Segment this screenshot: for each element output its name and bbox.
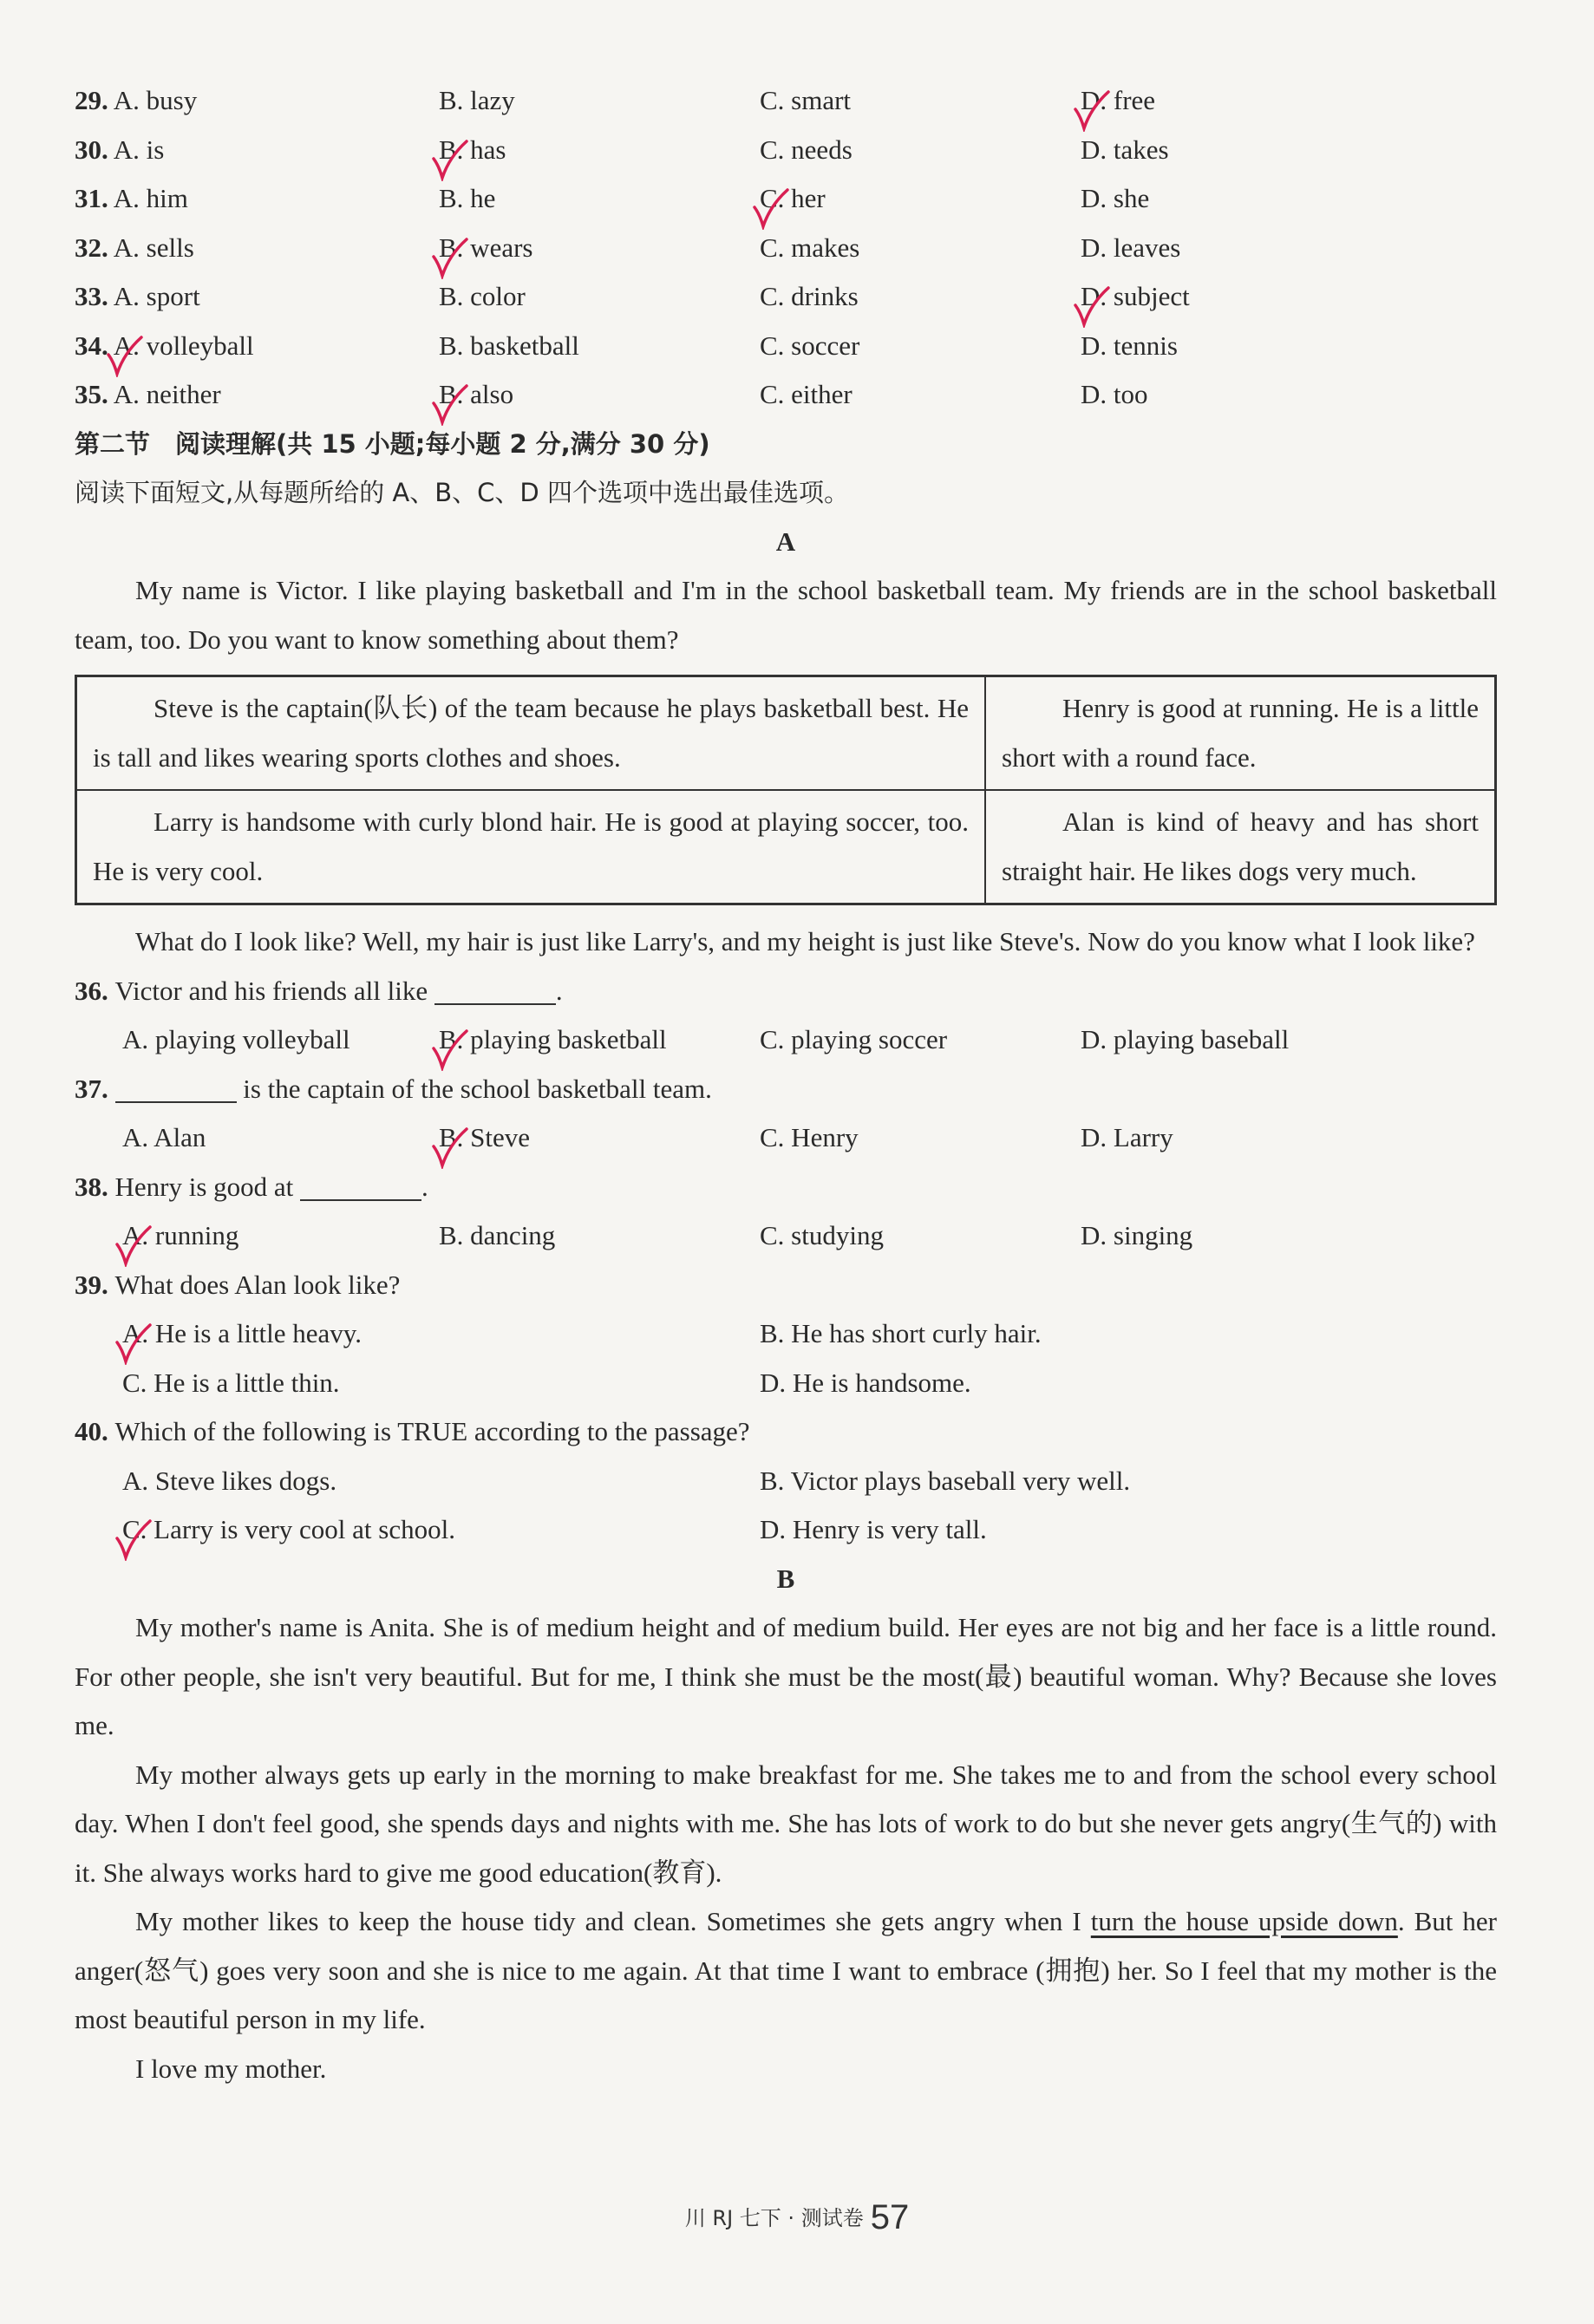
option-a[interactable]: A. him [113,183,188,213]
section-instruction-row [75,468,1497,518]
option-a[interactable]: A. He is a little heavy. [122,1318,362,1348]
option-cell [1081,322,1401,371]
option-b[interactable]: B. Victor plays baseball very well. [760,1465,1131,1496]
passage-b-letter: B [776,1563,795,1594]
cloze-row [75,76,1497,126]
option-b[interactable]: B. color [439,281,526,311]
option-cell [760,370,1081,420]
option-cell [760,1211,1081,1261]
answer-blank[interactable] [300,1173,421,1201]
option-b[interactable]: B. lazy [439,85,515,115]
question-stem-end: . [421,1171,428,1202]
option-a[interactable]: A. Alan [122,1122,206,1152]
cloze-row [75,272,1497,322]
question-number: 34. [75,330,108,361]
option-b[interactable]: B. He has short curly hair. [760,1318,1042,1348]
cloze-row [75,370,1497,420]
option-b[interactable]: B. wears [439,232,532,263]
cloze-row [75,174,1497,224]
option-cell [760,1113,1081,1163]
question-38 [75,1163,1497,1212]
option-row [75,1457,1497,1506]
option-d[interactable]: D. He is handsome. [760,1367,971,1398]
option-c[interactable]: C. He is a little thin. [122,1367,340,1398]
option-cell [75,322,439,371]
option-d[interactable]: D. subject [1081,281,1190,311]
larry-text: Larry is handsome with curly blond hair. He is good at playing soccer, too. He is very cool. [93,806,969,886]
henry-text: Henry is good at running. He is a little short with a round face. [1002,693,1479,773]
option-d[interactable]: D. singing [1081,1220,1193,1250]
table-row [76,676,1496,791]
question-stem: Which of the following is TRUE according to the passage? [114,1416,750,1446]
options-37 [75,1113,1497,1163]
steve-text: Steve is the captain(队长) of the team because he plays basketball best. He is tall and likes wearing sports clothes and shoes. [93,693,969,773]
answer-blank[interactable] [115,1075,237,1103]
option-cell [75,76,439,126]
option-d[interactable]: D. tennis [1081,330,1178,361]
option-cell [122,1505,760,1555]
footer-label: 川 RJ 七下 · 测试卷 [684,2206,864,2230]
option-c[interactable]: C. smart [760,85,852,115]
option-b[interactable]: B. Steve [439,1122,530,1152]
page-content [75,76,1497,2093]
question-number: 32. [75,232,108,263]
option-cell [439,272,760,322]
passage-b-p2: My mother always gets up early in the morning to make breakfast for me. She takes me to and from the school every school day. When I don't feel good, she spends days and nights with me. She has lots of work to do but she never gets angry(生气的) with it. She always works hard to give me good education(教育). [75,1759,1497,1888]
option-row [75,1505,1497,1555]
option-cell [122,1015,439,1065]
option-row [75,1359,1497,1408]
option-cell [122,1359,760,1408]
answer-blank[interactable] [434,977,556,1005]
options-39 [75,1309,1497,1407]
options-36 [75,1015,1497,1065]
passage-b-p3 [75,1897,1497,2045]
option-d[interactable]: D. playing baseball [1081,1024,1290,1054]
option-a[interactable]: A. is [113,134,165,165]
question-number: 30. [75,134,108,165]
option-cell [760,76,1081,126]
options-40 [75,1457,1497,1555]
question-stem: Victor and his friends all like [114,975,428,1006]
option-cell [439,174,760,224]
option-a[interactable]: A. volleyball [114,330,254,361]
option-cell [760,1015,1081,1065]
option-cell [760,272,1081,322]
option-c[interactable]: C. Larry is very cool at school. [122,1514,455,1544]
section-title: 第二节 阅读理解(共 15 小题;每小题 2 分,满分 30 分) [75,428,710,459]
page-footer [0,2198,1594,2237]
option-c[interactable]: C. playing soccer [760,1024,948,1054]
option-cell [439,76,760,126]
friends-table [75,675,1497,905]
option-cell [760,1505,1401,1555]
option-cell [439,126,760,175]
question-number: 40. [75,1416,108,1446]
option-cell [439,224,760,273]
question-stem: What does Alan look like? [114,1269,401,1300]
passage-a-letter: A [775,526,796,557]
question-stem: Henry is good at [114,1171,294,1202]
option-cell [122,1113,439,1163]
option-b[interactable]: B. dancing [439,1220,556,1250]
option-cell [75,224,439,273]
underlined-phrase: turn the house upside down [1090,1906,1398,1936]
option-a[interactable]: A. sells [113,232,194,263]
option-cell [1081,370,1401,420]
question-40 [75,1407,1497,1457]
option-a[interactable]: A. neither [113,379,221,409]
question-number: 37. [75,1073,108,1104]
question-number: 39. [75,1269,108,1300]
cloze-options-list [75,76,1497,420]
option-cell [760,224,1081,273]
option-cell [75,126,439,175]
option-cell [1081,1211,1401,1261]
question-37 [75,1065,1497,1114]
option-cell [760,126,1081,175]
option-cell [1081,76,1401,126]
table-row [76,790,1496,904]
alan-text: Alan is kind of heavy and has short straight hair. He likes dogs very much. [1002,806,1479,886]
option-d[interactable]: D. Larry [1081,1122,1173,1152]
option-cell [439,322,760,371]
option-b[interactable]: B. has [439,134,506,165]
option-a[interactable]: A. sport [113,281,200,311]
question-number: 38. [75,1171,108,1202]
option-c[interactable]: C. either [760,379,853,409]
p3-text-end: . But her anger(怒气) goes very soon and she is nice to me again. At that time I want to embrace (拥抱) her. So I feel that my mother is the most beautiful person in my life. [75,1906,1497,2034]
option-c[interactable]: C. needs [760,134,853,165]
question-number: 31. [75,183,108,213]
options-38 [75,1211,1497,1261]
option-cell [1081,174,1401,224]
option-cell [75,272,439,322]
option-cell [439,1113,760,1163]
alan-cell [985,790,1496,904]
option-row [75,1309,1497,1359]
option-cell [75,174,439,224]
option-c[interactable]: C. makes [760,232,860,263]
option-c[interactable]: C. her [760,183,826,213]
option-cell [1081,126,1401,175]
option-c[interactable]: C. soccer [760,330,860,361]
option-cell [1081,272,1401,322]
option-a[interactable]: A. playing volleyball [122,1024,350,1054]
option-b[interactable]: B. playing basketball [439,1024,667,1054]
option-cell [760,174,1081,224]
passage-a-intro: My name is Victor. I like playing basketball and I'm in the school basketball team. My friends are in the school basketball team, too. Do you want to know something about them? [75,575,1497,655]
page-number: 57 [870,2198,910,2236]
option-cell [1081,224,1401,273]
p3-text-start: My mother likes to keep the house tidy and clean. Sometimes she gets angry when I [135,1906,1091,1936]
option-d[interactable]: D. takes [1081,134,1169,165]
passage-a-outro: What do I look like? Well, my hair is just like Larry's, and my height is just like Steve's. Now do you know what I look like? [135,926,1475,956]
option-c[interactable]: C. studying [760,1220,884,1250]
option-cell [760,322,1081,371]
option-d[interactable]: D. she [1081,183,1150,213]
option-cell [760,1309,1401,1359]
option-d[interactable]: D. leaves [1081,232,1181,263]
option-a[interactable]: A. Steve likes dogs. [122,1465,337,1496]
option-b[interactable]: B. also [439,379,513,409]
option-b[interactable]: B. he [439,183,496,213]
option-d[interactable]: D. too [1081,379,1148,409]
cloze-row [75,126,1497,175]
option-c[interactable]: C. Henry [760,1122,859,1152]
cloze-row [75,322,1497,371]
question-number: 33. [75,281,108,311]
option-cell [75,370,439,420]
henry-cell [985,676,1496,791]
cloze-row [75,224,1497,273]
option-a[interactable]: A. busy [113,85,198,115]
steve-cell [76,676,986,791]
option-cell [122,1211,439,1261]
question-number: 36. [75,975,108,1006]
option-cell [122,1309,760,1359]
question-number: 35. [75,379,108,409]
option-cell [439,370,760,420]
question-number: 29. [75,85,108,115]
section-instruction: 阅读下面短文,从每题所给的 A、B、C、D 四个选项中选出最佳选项。 [75,478,849,507]
question-stem: is the captain of the school basketball team. [243,1073,712,1104]
section-heading [75,420,1497,469]
option-d[interactable]: D. Henry is very tall. [760,1514,987,1544]
option-a[interactable]: A. running [122,1220,238,1250]
question-39 [75,1261,1497,1310]
option-cell [1081,1015,1401,1065]
question-stem-end: . [555,975,563,1006]
question-36 [75,967,1497,1016]
passage-b-p1: My mother's name is Anita. She is of medium height and of medium build. Her eyes are not big and her face is a little round. For other people, she isn't very beautiful. But for me, I think she must be the most(最) beautiful woman. Why? Because she loves me. [75,1612,1497,1740]
option-cell [1081,1113,1401,1163]
option-cell [760,1359,1401,1408]
option-cell [122,1457,760,1506]
option-cell [439,1015,760,1065]
passage-b-p4: I love my mother. [135,2053,327,2084]
option-d[interactable]: D. free [1081,85,1155,115]
option-b[interactable]: B. basketball [439,330,579,361]
option-c[interactable]: C. drinks [760,281,859,311]
option-cell [760,1457,1401,1506]
option-cell [439,1211,760,1261]
larry-cell [76,790,986,904]
